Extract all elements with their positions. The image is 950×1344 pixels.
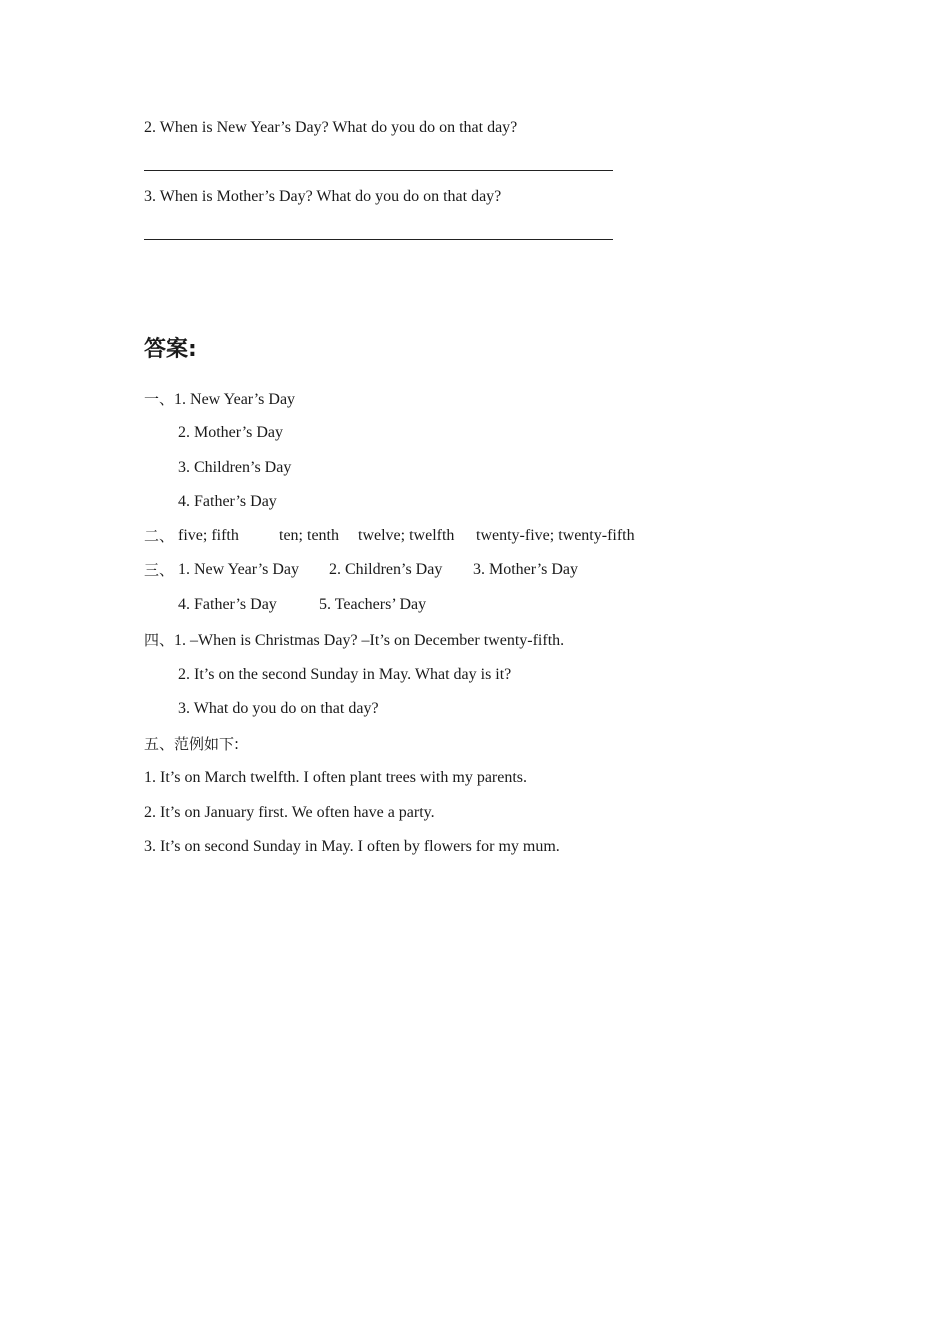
section-2-prefix: 二、 xyxy=(144,527,175,545)
section-4-prefix: 四、 xyxy=(144,631,175,649)
section-1-item: 1. New Year’s Day xyxy=(174,391,296,408)
section-3-prefix: 三、 xyxy=(144,561,175,579)
section-4-item: 3. What do you do on that day? xyxy=(178,700,379,717)
answer-line-2 xyxy=(144,170,613,171)
section-1-item: 2. Mother’s Day xyxy=(178,424,284,441)
section-1-row-1 xyxy=(144,389,295,410)
section-4-item: 2. It’s on the second Sunday in May. What day is it? xyxy=(178,666,512,683)
question-2: 2. When is New Year’s Day? What do you do on that day? xyxy=(144,119,518,136)
question-3: 3. When is Mother’s Day? What do you do on that day? xyxy=(144,188,502,205)
section-5-item: 1. It’s on March twelfth. I often plant trees with my parents. xyxy=(144,769,528,786)
answer-line-3 xyxy=(144,239,613,240)
answers-heading: 答案: xyxy=(144,337,197,362)
section-2-item: ten; tenth xyxy=(279,527,339,544)
section-1-item: 4. Father’s Day xyxy=(178,493,277,510)
section-4-row-1 xyxy=(144,630,564,651)
section-3-item: 1. New Year’s Day xyxy=(178,561,300,578)
section-5-item: 2. It’s on January first. We often have a party. xyxy=(144,804,435,821)
section-3-item: 5. Teachers’ Day xyxy=(319,596,427,613)
section-3-item: 3. Mother’s Day xyxy=(473,561,579,578)
section-5-prefix: 五、范例如下: xyxy=(144,735,240,753)
section-3-item: 2. Children’s Day xyxy=(329,561,443,578)
section-4-item: 1. –When is Christmas Day? –It’s on December twenty-fifth. xyxy=(174,632,565,649)
section-2-item: twenty-five; twenty-fifth xyxy=(476,527,635,544)
section-3-row-1 xyxy=(144,560,624,580)
section-1-prefix: 一、 xyxy=(144,390,175,408)
section-2-row xyxy=(144,526,664,546)
section-5-item: 3. It’s on second Sunday in May. I often by flowers for my mum. xyxy=(144,838,560,855)
section-2-item: twelve; twelfth xyxy=(358,527,455,544)
section-1-item: 3. Children’s Day xyxy=(178,459,292,476)
section-3-item: 4. Father’s Day xyxy=(178,596,277,613)
section-2-item: five; fifth xyxy=(178,527,239,544)
section-3-row-2 xyxy=(178,595,478,615)
